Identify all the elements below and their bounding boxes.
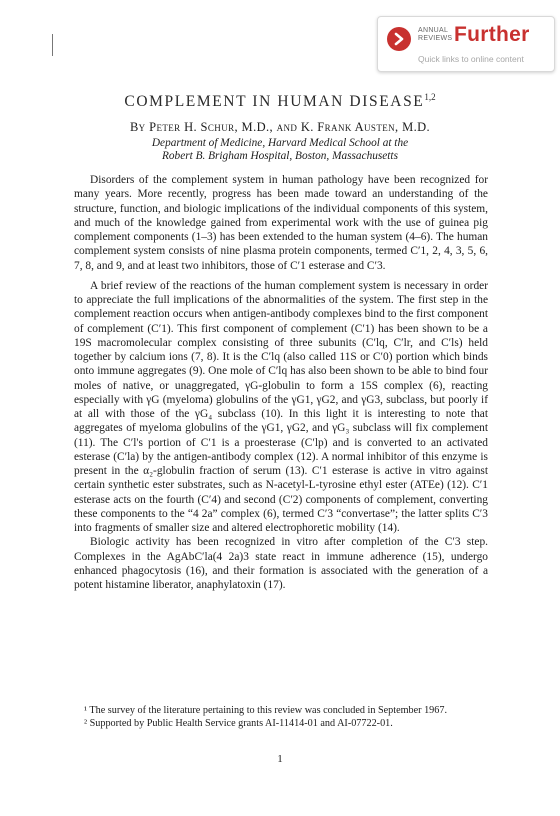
- article-title: COMPLEMENT IN HUMAN DISEASE$^{1,2}$: [124, 92, 436, 111]
- article-authors: By Peter H. Schur, M.D., and K. Frank Austen, M.D.: [129, 120, 431, 134]
- body-paragraph: Disorders of the complement system in human pathology have been recognized for many years. More recently, progress has been made toward an understanding of the structure, function, and biologic implications of the individual components of this system, and much of the knowledge gained from experimental work with the use of guinea pig complement components (1–3) has been extended to the human system (4–6). The human complement system consists of nine plasma protein components, termed C′1, 2, 4, 3, 5, 6, 7, 8, and 9, and at least two inhibitors, those of C′1 esterase and C′3.: [74, 174, 488, 272]
- further-arrow-icon: [387, 27, 411, 51]
- footnote: ¹ The survey of the literature pertaining to this review was concluded in September 1967.: [84, 705, 448, 716]
- further-brand: Further: [454, 23, 530, 46]
- further-badge[interactable]: [377, 16, 555, 72]
- page-number: 1: [277, 753, 283, 765]
- title-footnote-marks[interactable]: 1,2: [424, 92, 436, 102]
- body-paragraph: A brief review of the reactions of the human complement system is necessary in order to appreciate the full implications of the abnormalities of the system. The first step in the complement reaction occurs when antigen-antibody complexes bind to the first component of complement (C′1). This first component of complement (C′1) has been shown to be a 19S macromolecular complex consisting of three subunits (C′lq, C′lr, and C′ls) held together by calcium ions (7, 8). It is the C′lq (also called 11S or C′0) portion which binds onto immune aggregates (9). One mole of C′lq has also been shown to be able to bind four moles of native, or unaggregated, γG-globulin to form a 15S complex (6), reacting especially with γG (myeloma) globulins of the γG1, γG2, and γG3, subclass, but poorly if at all with those of the γG₄ subclass (10). In this light it is interesting to note that aggregates of myeloma globulins of the γG1, γG2, and γG₃ subclass will fix complement (11). The C′l's portion of C′1 is a proesterase (C′lp) and is converted to an activated esterase (C′la) by the antigen-antibody complex (12). A normal inhibitor of this enzyme is present in the α₂-globulin fraction of serum (13). C′1 esterase is active in vitro against certain synthetic ester substrates, such as N-acetyl-L-tyrosine ethyl ester (ATEe) (12). C′1 esterase acts on the fourth (C′4) and second (C′2) components of complement, converting these components to the “4 2a” complex (6), termed C′3 “convertase”; the latter splits C′3 into fragments of smaller size and altered electrophoretic mobility (14).: [74, 279, 488, 534]
- footnote: ² Supported by Public Health Service grants AI-11414-01 and AI-07722-01.: [84, 718, 393, 729]
- further-subtitle: Quick links to online content: [418, 54, 524, 64]
- footnotes: [74, 704, 488, 730]
- body-paragraph: Biologic activity has been recognized in vitro after completion of the C′3 step. Complexes in the AgAbC′la(4 2a)3 state react in immune adherence (15), undergo enhanced phagocytosis (16), and their formation is associated with the generation of a potent histamine liberator, anaphylatoxin (17).: [74, 536, 488, 591]
- margin-mark: [52, 34, 53, 56]
- article-affiliation: Department of Medicine, Harvard Medical School at the Robert B. Brigham Hospital, Boston, Massachusetts: [151, 137, 409, 162]
- annual-reviews-logo: ANNUAL REVIEWS: [418, 27, 453, 42]
- article-body: [74, 173, 488, 598]
